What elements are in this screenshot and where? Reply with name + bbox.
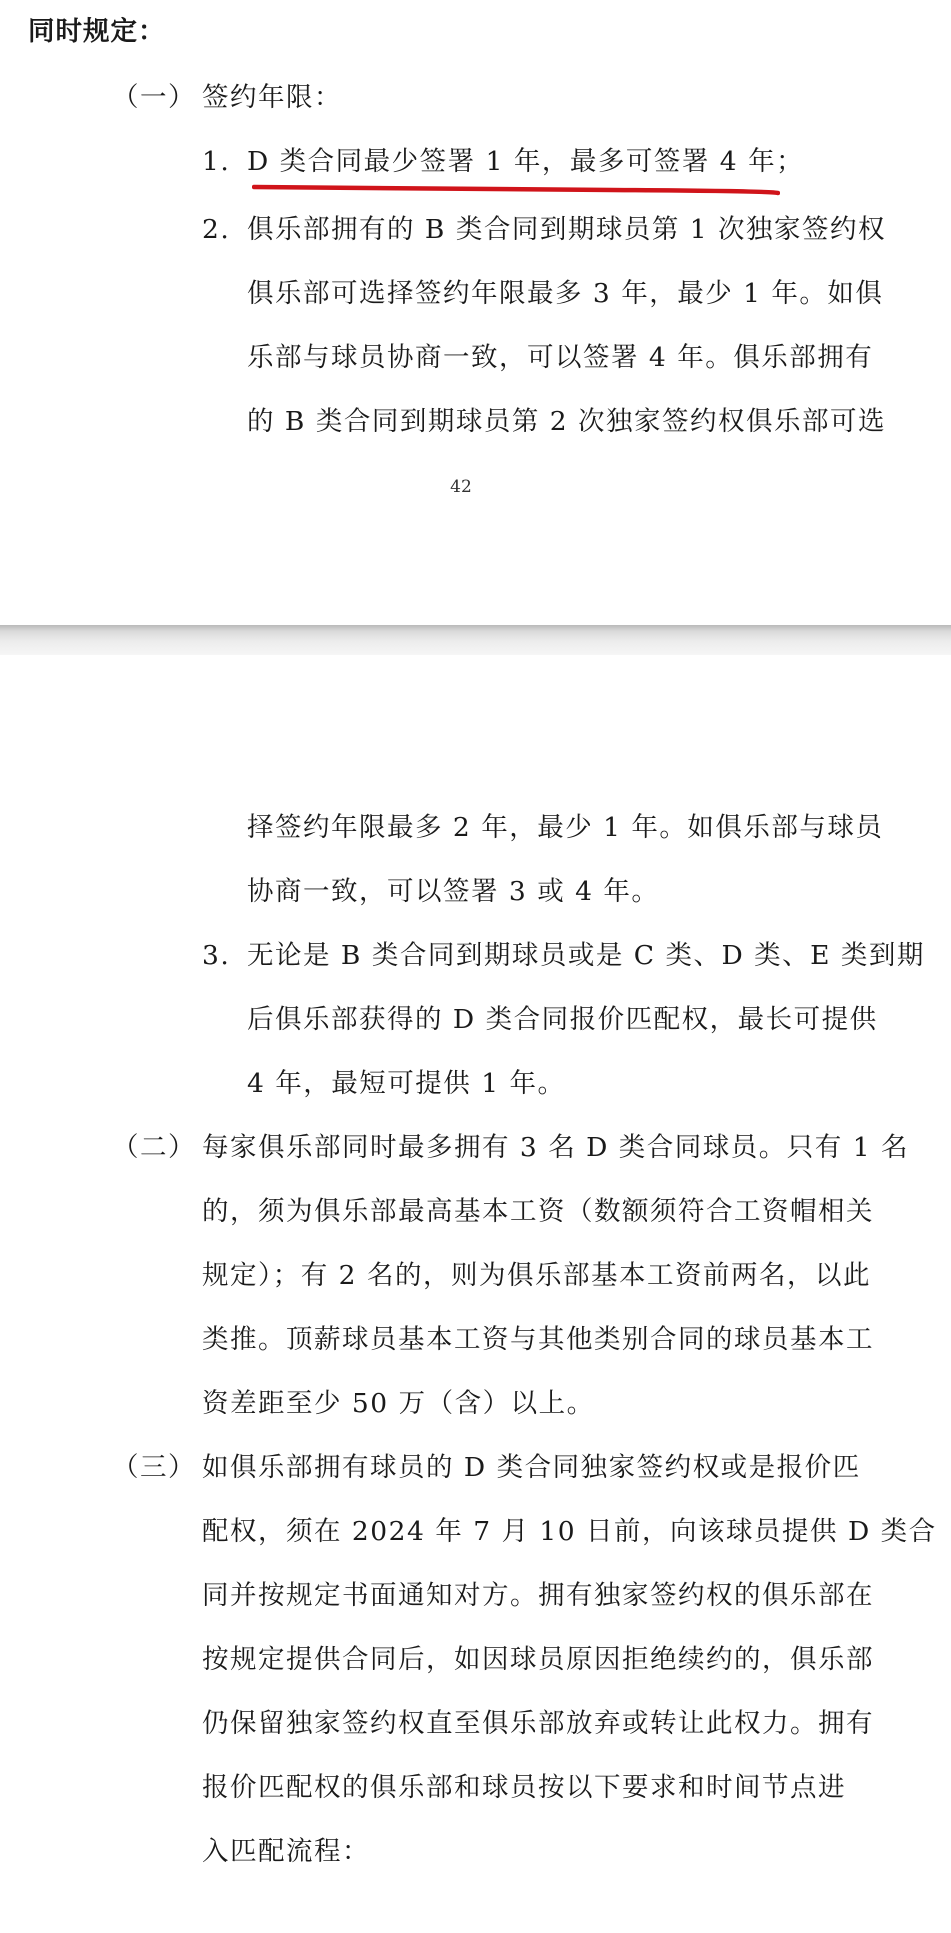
section-2-line: 资差距至少 50 万（含）以上。 — [202, 1388, 595, 1419]
section-3-marker: （三） — [112, 1452, 196, 1483]
item-3-line: 后俱乐部获得的 D 类合同报价匹配权，最长可提供 — [247, 1004, 878, 1035]
section-2-line: 的，须为俱乐部最高基本工资（数额须符合工资帽相关 — [202, 1196, 874, 1227]
section-2-marker: （二） — [112, 1132, 196, 1163]
item-2-line: 乐部与球员协商一致，可以签署 4 年。俱乐部拥有 — [247, 342, 874, 373]
item-2-line: 俱乐部可选择签约年限最多 3 年，最少 1 年。如俱 — [247, 278, 884, 309]
item-2-continued-line: 择签约年限最多 2 年，最少 1 年。如俱乐部与球员 — [247, 812, 884, 843]
item-2-line: 俱乐部拥有的 B 类合同到期球员第 1 次独家签约权 — [247, 214, 887, 245]
section-3-line: 按规定提供合同后，如因球员原因拒绝续约的，俱乐部 — [202, 1644, 874, 1675]
section-2-line: 每家俱乐部同时最多拥有 3 名 D 类合同球员。只有 1 名 — [202, 1132, 910, 1163]
section-3-line: 仍保留独家签约权直至俱乐部放弃或转让此权力。拥有 — [202, 1708, 874, 1739]
section-3-line: 同并按规定书面通知对方。拥有独家签约权的俱乐部在 — [202, 1580, 874, 1611]
item-2-continued-line: 协商一致，可以签署 3 或 4 年。 — [247, 876, 660, 907]
section-3-line: 配权，须在 2024 年 7 月 10 日前，向该球员提供 D 类合 — [202, 1516, 937, 1547]
item-2-line: 的 B 类合同到期球员第 2 次独家签约权俱乐部可选 — [247, 406, 887, 437]
item-2-number: 2. — [202, 214, 231, 245]
item-3-line: 无论是 B 类合同到期球员或是 C 类、D 类、E 类到期 — [247, 940, 925, 971]
regulation-heading: 同时规定： — [28, 16, 166, 47]
section-3-line: 报价匹配权的俱乐部和球员按以下要求和时间节点进 — [202, 1772, 846, 1803]
document-page-bottom — [0, 655, 951, 1933]
item-1-number: 1. — [202, 146, 231, 177]
item-1-text: D 类合同最少签署 1 年，最多可签署 4 年； — [247, 146, 805, 177]
document-page-top — [0, 0, 951, 625]
section-1-title: 签约年限： — [202, 82, 342, 113]
item-3-number: 3. — [202, 940, 231, 971]
section-2-line: 类推。顶薪球员基本工资与其他类别合同的球员基本工 — [202, 1324, 874, 1355]
section-3-line: 入匹配流程： — [202, 1836, 370, 1867]
section-3-line: 如俱乐部拥有球员的 D 类合同独家签约权或是报价匹 — [202, 1452, 861, 1483]
item-3-line: 4 年，最短可提供 1 年。 — [247, 1068, 566, 1099]
red-underline-annotation — [252, 184, 780, 196]
section-1-marker: （一） — [112, 82, 196, 113]
page-number: 42 — [450, 477, 472, 497]
page-separator — [0, 625, 951, 655]
section-2-line: 规定）；有 2 名的，则为俱乐部基本工资前两名，以此 — [202, 1260, 871, 1291]
